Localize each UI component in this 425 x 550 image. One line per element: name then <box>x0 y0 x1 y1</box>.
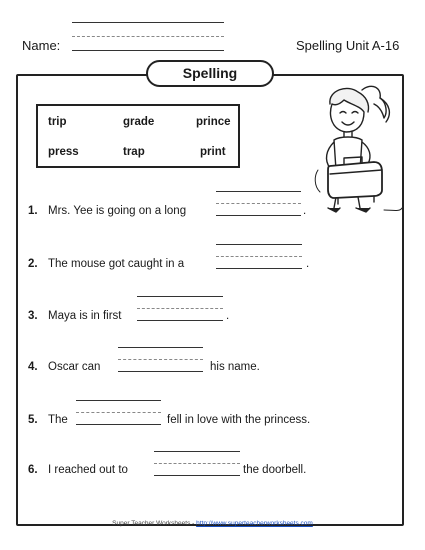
question-text: The <box>48 414 68 426</box>
footer <box>0 520 425 527</box>
name-label: Name: <box>22 38 61 53</box>
answer-top-line <box>76 400 161 401</box>
answer-top-line <box>137 296 223 297</box>
answer-guide-line <box>137 308 223 309</box>
question-text: Mrs. Yee is going on a long <box>48 205 187 217</box>
question-number: 5. <box>28 414 38 426</box>
answer-line[interactable] <box>216 268 302 269</box>
question-text-after: . <box>306 258 310 270</box>
question-6 <box>28 464 128 476</box>
word-bank-item: trip <box>48 116 67 128</box>
question-text-after: . <box>226 310 230 322</box>
question-number: 3. <box>28 310 38 322</box>
name-guide-line <box>72 36 224 37</box>
word-bank-item: prince <box>196 116 231 128</box>
question-2 <box>28 258 184 270</box>
answer-line[interactable] <box>216 215 301 216</box>
question-text: The mouse got caught in a <box>48 258 185 270</box>
word-bank-item: press <box>48 146 79 158</box>
answer-line[interactable] <box>118 371 203 372</box>
question-text-after: the doorbell. <box>243 464 307 476</box>
page-title: Spelling <box>146 60 274 87</box>
word-bank-item: print <box>200 146 226 158</box>
answer-line[interactable] <box>154 475 240 476</box>
word-bank-item: trap <box>123 146 145 158</box>
question-text-after: . <box>303 205 307 217</box>
girl-with-suitcase-illustration <box>300 82 406 222</box>
answer-guide-line <box>216 256 302 257</box>
answer-guide-line <box>216 203 301 204</box>
name-top-line <box>72 22 224 23</box>
answer-top-line <box>216 191 301 192</box>
question-text: Maya is in first <box>48 310 122 322</box>
answer-top-line <box>118 347 203 348</box>
question-text-after: fell in love with the princess. <box>167 414 311 426</box>
answer-line[interactable] <box>137 320 223 321</box>
question-1 <box>28 205 186 217</box>
footer-text: Super Teacher Worksheets - <box>112 520 195 527</box>
answer-line[interactable] <box>76 424 161 425</box>
question-text: Oscar can <box>48 361 101 373</box>
answer-guide-line <box>118 359 203 360</box>
answer-top-line <box>216 244 302 245</box>
question-3 <box>28 310 122 322</box>
question-4 <box>28 361 100 373</box>
word-bank <box>36 104 240 168</box>
question-number: 1. <box>28 205 38 217</box>
word-bank-item: grade <box>123 116 155 128</box>
question-text: I reached out to <box>48 464 128 476</box>
question-number: 4. <box>28 361 38 373</box>
unit-label: Spelling Unit A-16 <box>296 38 400 53</box>
question-number: 6. <box>28 464 38 476</box>
question-5 <box>28 414 68 426</box>
question-text-after: his name. <box>210 361 260 373</box>
answer-guide-line <box>76 412 161 413</box>
name-answer-line[interactable] <box>72 50 224 51</box>
footer-link[interactable]: http://www.superteacherworksheets.com <box>196 520 313 527</box>
answer-top-line <box>154 451 240 452</box>
question-number: 2. <box>28 258 38 270</box>
answer-guide-line <box>154 463 240 464</box>
